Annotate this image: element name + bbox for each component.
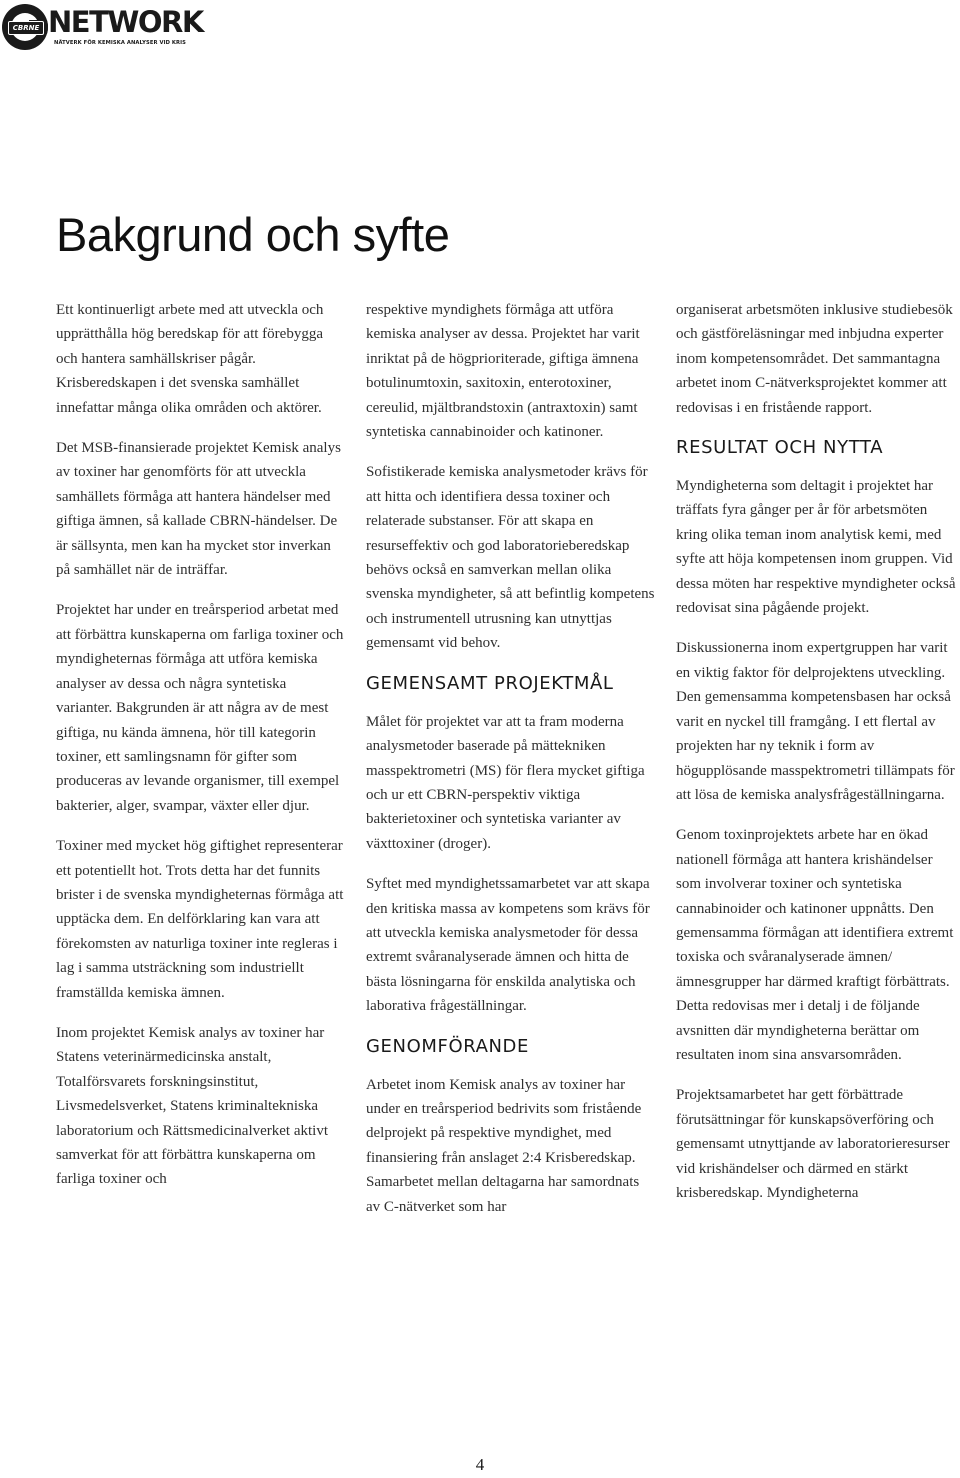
body-paragraph: Det MSB-finansierade projektet Kemisk analys av toxiner har genomförts för att utveckla samhällets förmåga att hantera händelser med giftiga ämnen, så kallade CBRN-händelser. De är sällsynta, men kan ha mycket stor inverkan på samhället när de inträffar. — [56, 440, 341, 579]
cbrne-network-logo — [2, 2, 203, 52]
logo-mark-icon — [2, 4, 48, 50]
page-title: Bakgrund och syfte — [56, 208, 450, 261]
body-paragraph: Myndigheterna som deltagit i projektet har träffats fyra gånger per år för arbetsmöten kring olika teman inom analytisk kemi, med syfte att höja kompetensen inom gruppen. Vid dessa möten har respektive myndigheter också redovisat sina pågående projekt. — [676, 478, 956, 617]
body-paragraph: Målet för projektet var att ta fram moderna analysmetoder baserade på mättekniken masspektrometri (MS) för flera mycket giftiga och ur ett CBRN-perspektiv viktiga bakterietoxiner och syntetiska varianter av växttoxiner (droger). — [366, 713, 645, 852]
body-paragraph: Sofistikerade kemiska analysmetoder krävs för att hitta och identifiera dessa toxiner och relaterade substanser. För att skapa en resurseffektiv och god laboratorieberedskap behövs också en samverkan mellan olika svenska myndigheter, så att befintlig kompetens och instrumentell utrusning kan utnyttjas gemensamt vid behov. — [366, 464, 655, 652]
body-paragraph: Projektet har under en treårsperiod arbetat med att förbättra kunskaperna om farliga toxiner och myndigheternas förmåga att utföra kemiska analyser av dessa och några syntetiska varianter. Bakgrunden är att några av de mest giftiga, nu kända ämnena, hör till kategorin toxiner, ett samlingsnamn för gifter som produceras av levande organismer, till exempel bakterier, alger, svampar, växter eller djur. — [56, 602, 344, 814]
text-column-2 — [366, 298, 656, 1235]
page-number: 4 — [475, 1455, 485, 1474]
body-paragraph: Ett kontinuerligt arbete med att utveckla och upprätthålla hög beredskap för att förebygga och hantera samhällskriser pågår. Krisberedskapen i det svenska samhället innefattar många olika områden och aktörer. — [56, 302, 324, 416]
body-paragraph: Diskussionerna inom expertgruppen har varit en viktig faktor för delprojektens utveckling. Den gemensamma kompetensbasen har också varit en nyckel till framgång. I ett flertal av projekten har ny teknik i form av högupplösande masspektrometri tillämpats för att lösa de kemiska analysfrågeställningarna. — [676, 640, 955, 803]
body-paragraph: Arbetet inom Kemisk analys av toxiner har under en treårsperiod bedrivits som fristående delprojekt på respektive myndighet, med finansiering från anslaget 2:4 Krisberedskap. Samarbetet mellan deltagarna har samordnats av C-nätverket som har — [366, 1076, 642, 1215]
body-paragraph: Syftet med myndighetssamarbetet var att skapa den kritiska massa av kompetens som krävs för att utveckla kemiska analysmetoder för dessa extremt svåranalyserade ämnen och hitta de bästa lösningarna för enskilda analytiska och laborativa frågeställningar. — [366, 876, 650, 1015]
logo-tagline: NÄTVERK FÖR KEMISKA ANALYSER VID KRIS — [54, 40, 186, 46]
body-paragraph: organiserat arbetsmöten inklusive studiebesök och gästföreläsningar med inbjudna experter inom kompetensområdet. Det sammantagna arbetet inom C-nätverksprojektet kommer att redovisas i en fristående rapport. — [676, 302, 953, 416]
section-heading: RESULTAT OCH NYTTA — [676, 437, 884, 459]
body-paragraph: Toxiner med mycket hög giftighet representerar ett potentiellt hot. Trots detta har det funnits brister i de svenska myndigheternas förmåga att upptäcka dem. En delförklaring kan vara att förekomsten av naturliga toxiner inte regleras i lag i samma utsträckning som industriellt framställda kemiska ämnen. — [56, 838, 344, 1001]
body-paragraph: Genom toxinprojektets arbete har en ökad nationell förmåga att hantera krishändelser som involverar toxiner och syntetiska cannabinoider och katinoner uppnåtts. Den gemensamma förmågan att identifiera extremt toxiska och svåranalyserade ämnen/ämnesgrupper har därmed kraftigt förbättrats. Detta redovisas mer i detalj i de följande avsnitten där myndigheterna berättar om resultaten inom sina ansvarsområden. — [676, 827, 954, 1063]
text-column-1 — [56, 298, 346, 1208]
section-heading: GEMENSAMT PROJEKTMÅL — [366, 672, 614, 694]
logo-badge: CBRNE — [8, 21, 44, 35]
logo-wordmark: NETWORK — [48, 5, 203, 39]
body-paragraph: respektive myndighets förmåga att utföra kemiska analyser av dessa. Projektet har varit inriktat på de högprioriterade, giftiga ämnena botulinumtoxin, saxitoxin, enterotoxiner, cereulid, mjältbrandstoxin (antraxtoxin) samt syntetiska cannabinoider och katinoner. — [366, 302, 640, 441]
body-paragraph: Inom projektet Kemisk analys av toxiner har Statens veterinärmedicinska anstalt, Totalförsvarets forskningsinstitut, Livsmedelsverket, Statens kriminaltekniska laboratorium och Rättsmedicinalverket aktivt samverkat för att förbättra kunskaperna om farliga toxiner och — [56, 1024, 328, 1188]
section-heading: GENOMFÖRANDE — [366, 1035, 529, 1057]
body-paragraph: Projektsamarbetet har gett förbättrade förutsättningar för kunskapsöverföring och gemensamt utnyttjande av laboratorieresurser vid krishändelser och därmed en stärkt krisberedskap. Myndigheterna — [676, 1087, 950, 1201]
text-column-3 — [676, 298, 958, 1221]
